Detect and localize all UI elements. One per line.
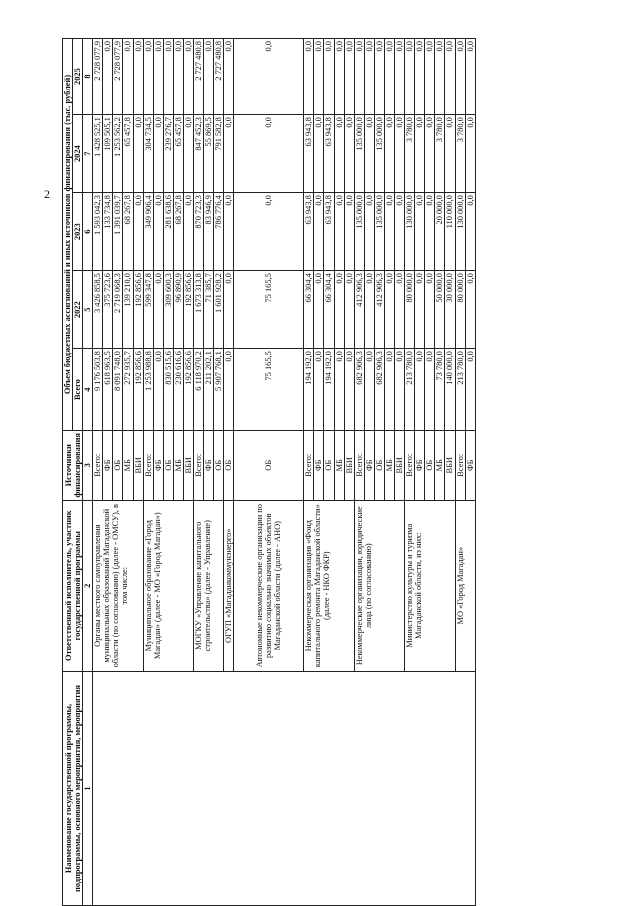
source-cell: ОБ <box>234 430 304 500</box>
value-cell: 213 780,0 <box>455 349 465 431</box>
value-cell: 135 000,0 <box>374 193 384 271</box>
value-cell: 0,0 <box>415 349 425 431</box>
value-cell: 0,0 <box>224 193 234 271</box>
executor-cell: МО «Город Магадан» <box>455 500 475 671</box>
value-cell: 110 000,0 <box>445 193 455 271</box>
value-cell: 2 728 077,9 <box>113 39 123 115</box>
value-cell: 109 505,1 <box>103 115 113 193</box>
column-number: 6 <box>83 193 93 271</box>
header-volume: Объем бюджетных ассигнований и иных источников финансирования (тыс. рублей) <box>63 39 73 431</box>
value-cell: 0,0 <box>183 39 193 115</box>
value-cell: 0,0 <box>364 39 374 115</box>
column-number: 7 <box>83 115 93 193</box>
value-cell: 192 856,6 <box>183 349 193 431</box>
value-cell: 0,0 <box>395 271 405 349</box>
value-cell: 0,0 <box>425 193 435 271</box>
value-cell: 80 000,0 <box>405 271 415 349</box>
source-cell: ВБИ <box>133 430 143 500</box>
value-cell: 0,0 <box>405 39 415 115</box>
value-cell: 0,0 <box>384 349 394 431</box>
value-cell: 0,0 <box>344 193 354 271</box>
value-cell: 1 428 525,1 <box>93 115 103 193</box>
value-cell: 0,0 <box>384 39 394 115</box>
value-cell: 0,0 <box>425 115 435 193</box>
header-total: Всего <box>73 349 83 431</box>
value-cell: 0,0 <box>224 39 234 115</box>
value-cell: 0,0 <box>415 115 425 193</box>
value-cell: 55 869,5 <box>204 115 214 193</box>
value-cell: 75 165,5 <box>234 349 304 431</box>
value-cell: 0,0 <box>224 115 234 193</box>
header-executor: Ответственный исполнитель, участник государственной программы <box>63 500 83 671</box>
value-cell: 786 776,4 <box>214 193 224 271</box>
value-cell: 135 000,0 <box>354 193 364 271</box>
value-cell: 1 253 988,8 <box>143 349 153 431</box>
header-year: 2024 <box>73 115 83 193</box>
value-cell: 50 000,0 <box>435 271 445 349</box>
column-number: 4 <box>83 349 93 431</box>
value-cell: 0,0 <box>344 349 354 431</box>
value-cell: 682 906,3 <box>374 349 384 431</box>
value-cell: 0,0 <box>334 349 344 431</box>
source-cell: ФБ <box>103 430 113 500</box>
value-cell: 0,0 <box>395 115 405 193</box>
value-cell: 0,0 <box>234 39 304 115</box>
value-cell: 0,0 <box>384 193 394 271</box>
executor-cell: Министерство культуры и туризма Магаданской области, из них: <box>405 500 455 671</box>
source-cell: ФБ <box>465 430 475 500</box>
page-number: 2 <box>44 187 50 201</box>
value-cell: 0,0 <box>435 39 445 115</box>
value-cell: 133 734,8 <box>103 193 113 271</box>
value-cell: 0,0 <box>314 193 324 271</box>
value-cell: 80 000,0 <box>455 271 465 349</box>
value-cell: 0,0 <box>344 115 354 193</box>
value-cell: 1 253 562,2 <box>113 115 123 193</box>
executor-cell: Автономные некоммерческие организации по развитию социально значимых объектов Магаданской области (далее - АНО) <box>234 500 304 671</box>
value-cell: 0,0 <box>364 271 374 349</box>
executor-cell: Некоммерческие организации, юридические лица (по согласованию) <box>354 500 404 671</box>
value-cell: 0,0 <box>334 115 344 193</box>
value-cell: 0,0 <box>465 115 475 193</box>
value-cell: 0,0 <box>384 271 394 349</box>
value-cell: 66 304,4 <box>324 271 334 349</box>
value-cell: 0,0 <box>153 115 163 193</box>
source-cell: ФБ <box>153 430 163 500</box>
value-cell: 0,0 <box>465 271 475 349</box>
value-cell: 0,0 <box>334 193 344 271</box>
value-cell: 281 638,6 <box>163 193 173 271</box>
value-cell: 0,0 <box>314 115 324 193</box>
value-cell: 8 091 748,0 <box>113 349 123 431</box>
value-cell: 68 267,8 <box>123 193 133 271</box>
value-cell: 0,0 <box>173 39 183 115</box>
value-cell: 0,0 <box>153 349 163 431</box>
value-cell: 30 000,0 <box>445 271 455 349</box>
column-number: 2 <box>83 500 93 671</box>
value-cell: 0,0 <box>183 193 193 271</box>
value-cell: 0,0 <box>123 39 133 115</box>
value-cell: 194 192,0 <box>324 349 334 431</box>
value-cell: 0,0 <box>133 193 143 271</box>
value-cell: 2 719 068,3 <box>113 271 123 349</box>
executor-cell: Органы местного самоуправления муниципальных образований Магаданской области (по согласованию) (далее - ОМСУ), в том числе: <box>93 500 143 671</box>
source-cell: ОБ <box>163 430 173 500</box>
financing-table <box>62 38 476 906</box>
value-cell: 63 943,8 <box>324 193 334 271</box>
source-cell: Всего: <box>194 430 204 500</box>
value-cell: 0,0 <box>224 271 234 349</box>
source-cell: ВБИ <box>395 430 405 500</box>
value-cell: 0,0 <box>425 349 435 431</box>
source-cell: ОБ <box>374 430 384 500</box>
value-cell: 0,0 <box>395 349 405 431</box>
value-cell: 140 000,0 <box>445 349 455 431</box>
value-cell: 230 616,6 <box>173 349 183 431</box>
source-cell: ФБ <box>415 430 425 500</box>
value-cell: 0,0 <box>364 193 374 271</box>
source-cell: ОБ <box>324 430 334 500</box>
value-cell: 0,0 <box>425 39 435 115</box>
value-cell: 63 943,8 <box>304 115 314 193</box>
value-cell: 213 780,0 <box>405 349 415 431</box>
value-cell: 0,0 <box>344 39 354 115</box>
value-cell: 0,0 <box>163 39 173 115</box>
value-cell: 65 457,8 <box>123 115 133 193</box>
value-cell: 192 856,6 <box>183 271 193 349</box>
value-cell: 1 593 042,3 <box>93 193 103 271</box>
value-cell: 0,0 <box>425 271 435 349</box>
column-number: 1 <box>83 671 93 905</box>
header-year: 2025 <box>73 39 83 115</box>
source-cell: ОБ <box>224 430 234 500</box>
source-cell: ВБИ <box>344 430 354 500</box>
source-cell: Всего: <box>93 430 103 500</box>
source-cell: МБ <box>384 430 394 500</box>
value-cell: 412 906,3 <box>354 271 364 349</box>
value-cell: 0,0 <box>234 115 304 193</box>
value-cell: 71 385,7 <box>204 271 214 349</box>
value-cell: 135 000,0 <box>354 115 364 193</box>
value-cell: 349 906,4 <box>143 193 153 271</box>
source-cell: Всего: <box>143 430 153 500</box>
value-cell: 1 673 313,8 <box>194 271 204 349</box>
source-cell: Всего: <box>304 430 314 500</box>
value-cell: 0,0 <box>374 39 384 115</box>
value-cell: 139 210,0 <box>123 271 133 349</box>
source-cell: ВБИ <box>445 430 455 500</box>
value-cell: 0,0 <box>314 271 324 349</box>
value-cell: 0,0 <box>364 115 374 193</box>
value-cell: 0,0 <box>304 39 314 115</box>
value-cell: 3 426 858,5 <box>93 271 103 349</box>
value-cell: 272 935,7 <box>123 349 133 431</box>
column-number: 8 <box>83 39 93 115</box>
value-cell: 0,0 <box>415 193 425 271</box>
value-cell: 599 347,8 <box>143 271 153 349</box>
value-cell: 0,0 <box>314 39 324 115</box>
source-cell: ОБ <box>425 430 435 500</box>
value-cell: 135 000,0 <box>374 115 384 193</box>
value-cell: 194 192,0 <box>304 349 314 431</box>
value-cell: 304 734,5 <box>143 115 153 193</box>
value-cell: 0,0 <box>334 39 344 115</box>
executor-cell: ОГУП «Магаданкоммунэнерго» <box>224 500 234 671</box>
column-number: 3 <box>83 430 93 500</box>
value-cell: 0,0 <box>334 271 344 349</box>
value-cell: 847 452,3 <box>194 115 204 193</box>
header-year: 2022 <box>73 271 83 349</box>
header-source: Источники финансирования <box>63 430 83 500</box>
value-cell: 0,0 <box>364 349 374 431</box>
value-cell: 3 780,0 <box>455 115 465 193</box>
value-cell: 63 943,8 <box>324 115 334 193</box>
value-cell: 0,0 <box>153 39 163 115</box>
rotated-page <box>62 38 600 906</box>
value-cell: 0,0 <box>133 115 143 193</box>
executor-cell: Муниципальное образование «Город Магадан» (далее - МО «Город Магадан») <box>143 500 193 671</box>
source-cell: МБ <box>173 430 183 500</box>
value-cell: 791 582,8 <box>214 115 224 193</box>
source-cell: МБ <box>334 430 344 500</box>
value-cell: 6 118 970,2 <box>194 349 204 431</box>
source-cell: Всего: <box>455 430 465 500</box>
header-name: Наименование государственной программы, подпрограммы, основного мероприятия, мероприятия <box>63 671 83 905</box>
value-cell: 0,0 <box>153 193 163 271</box>
header-year: 2023 <box>73 193 83 271</box>
source-cell: ОБ <box>113 430 123 500</box>
value-cell: 130 000,0 <box>455 193 465 271</box>
value-cell: 0,0 <box>445 115 455 193</box>
value-cell: 192 856,6 <box>133 349 143 431</box>
value-cell: 309 600,3 <box>163 271 173 349</box>
column-number: 5 <box>83 271 93 349</box>
value-cell: 0,0 <box>384 115 394 193</box>
value-cell: 0,0 <box>143 39 153 115</box>
source-cell: МБ <box>435 430 445 500</box>
source-cell: ОБ <box>214 430 224 500</box>
value-cell: 0,0 <box>354 39 364 115</box>
value-cell: 63 943,8 <box>304 193 314 271</box>
value-cell: 0,0 <box>153 271 163 349</box>
value-cell: 0,0 <box>183 115 193 193</box>
value-cell: 9 176 503,8 <box>93 349 103 431</box>
value-cell: 73 780,0 <box>435 349 445 431</box>
value-cell: 412 906,3 <box>374 271 384 349</box>
source-cell: ФБ <box>364 430 374 500</box>
value-cell: 1 601 928,2 <box>214 271 224 349</box>
value-cell: 0,0 <box>415 271 425 349</box>
value-cell: 65 457,8 <box>173 115 183 193</box>
value-cell: 192 856,6 <box>133 271 143 349</box>
source-cell: Всего: <box>354 430 364 500</box>
table-body <box>93 39 475 906</box>
source-cell: Всего: <box>405 430 415 500</box>
value-cell: 20 000,0 <box>435 193 445 271</box>
value-cell: 618 963,5 <box>103 349 113 431</box>
value-cell: 0,0 <box>415 39 425 115</box>
value-cell: 211 202,1 <box>204 349 214 431</box>
value-cell: 3 780,0 <box>435 115 445 193</box>
value-cell: 2 727 480,8 <box>194 39 204 115</box>
table-row <box>93 39 103 906</box>
value-cell: 96 890,9 <box>173 271 183 349</box>
program-name-cell <box>93 671 475 905</box>
value-cell: 0,0 <box>395 193 405 271</box>
value-cell: 2 728 077,9 <box>93 39 103 115</box>
value-cell: 2 727 480,8 <box>214 39 224 115</box>
value-cell: 870 723,3 <box>194 193 204 271</box>
source-cell: ФБ <box>204 430 214 500</box>
value-cell: 0,0 <box>344 271 354 349</box>
value-cell: 682 906,3 <box>354 349 364 431</box>
value-cell: 0,0 <box>465 349 475 431</box>
executor-cell: Некоммерческая организация «Фонд капитального ремонта Магаданской области» (далее - НКО ФКР) <box>304 500 354 671</box>
source-cell: МБ <box>123 430 133 500</box>
value-cell: 68 267,8 <box>173 193 183 271</box>
executor-cell: МОГКУ «Управление капитального строительства» (далее - Управление) <box>194 500 224 671</box>
value-cell: 0,0 <box>465 39 475 115</box>
value-cell: 0,0 <box>103 39 113 115</box>
value-cell: 0,0 <box>133 39 143 115</box>
value-cell: 75 165,5 <box>234 271 304 349</box>
value-cell: 83 946,9 <box>204 193 214 271</box>
column-numbers-row <box>83 39 93 906</box>
value-cell: 830 515,6 <box>163 349 173 431</box>
value-cell: 3 780,0 <box>405 115 415 193</box>
value-cell: 0,0 <box>455 39 465 115</box>
value-cell: 0,0 <box>395 39 405 115</box>
value-cell: 0,0 <box>465 193 475 271</box>
value-cell: 5 907 768,1 <box>214 349 224 431</box>
source-cell: ФБ <box>314 430 324 500</box>
value-cell: 0,0 <box>314 349 324 431</box>
value-cell: 66 304,4 <box>304 271 314 349</box>
value-cell: 0,0 <box>224 349 234 431</box>
value-cell: 1 391 039,7 <box>113 193 123 271</box>
value-cell: 0,0 <box>204 39 214 115</box>
value-cell: 239 276,7 <box>163 115 173 193</box>
value-cell: 0,0 <box>445 39 455 115</box>
value-cell: 0,0 <box>324 39 334 115</box>
source-cell: ВБИ <box>183 430 193 500</box>
value-cell: 0,0 <box>234 193 304 271</box>
value-cell: 130 000,0 <box>405 193 415 271</box>
value-cell: 375 723,6 <box>103 271 113 349</box>
